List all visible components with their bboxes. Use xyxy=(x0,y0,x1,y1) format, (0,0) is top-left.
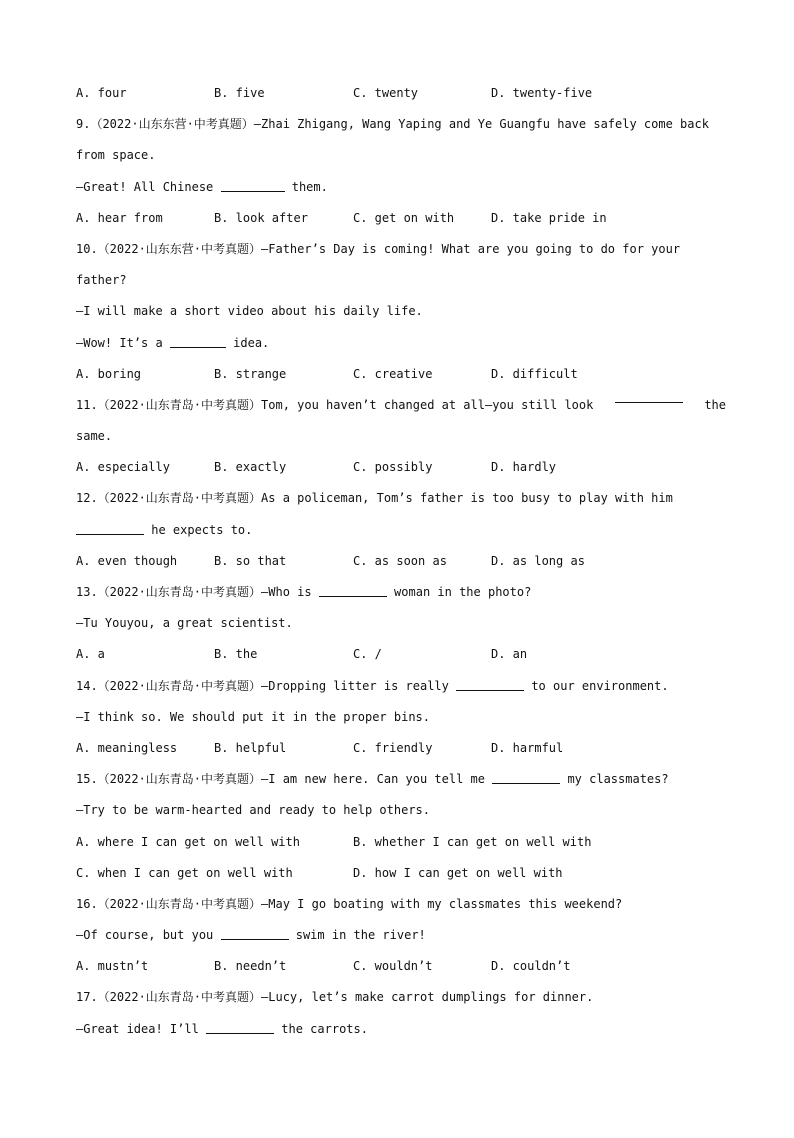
q13-stem-pre: 13.（2022·山东青岛·中考真题）—Who is xyxy=(76,585,319,599)
q12-stem-line1: 12.（2022·山东青岛·中考真题）As a policeman, Tom’s father is too busy to play with him xyxy=(76,491,673,506)
q14-option-c: C. friendly xyxy=(353,740,433,755)
q15-option-d: D. how I can get on well with xyxy=(353,865,563,880)
q15-dialogue: —Try to be warm-hearted and ready to help others. xyxy=(76,803,431,818)
q15-stem-pre: 15.（2022·山东青岛·中考真题）—I am new here. Can you tell me xyxy=(76,772,493,787)
answer-blank xyxy=(456,678,524,691)
q12-option-d: D. as long as xyxy=(491,553,585,568)
q13-stem xyxy=(76,577,726,608)
q14-option-b: B. helpful xyxy=(214,740,287,755)
q17-stem xyxy=(76,982,726,1013)
q11-stem xyxy=(76,390,726,421)
q12-option-c: C. as soon as xyxy=(353,553,447,568)
q9-stem-line1: 9.（2022·山东东营·中考真题）—Zhai Zhigang, Wang Yaping and Ye Guangfu have safely come back xyxy=(76,117,709,132)
q9-option-a: A. hear from xyxy=(76,210,163,225)
q17-stem-line1: 17.（2022·山东青岛·中考真题）—Lucy, let’s make carrot dumplings for dinner. xyxy=(76,990,594,1005)
q13-option-d: D. an xyxy=(491,647,528,662)
q9-option-c: C. get on with xyxy=(353,210,455,225)
q16-option-b: B. needn’t xyxy=(214,959,287,974)
answer-blank xyxy=(492,771,560,784)
q10-option-d: D. difficult xyxy=(491,366,578,381)
q9-option-d: D. take pride in xyxy=(491,210,607,225)
q10-stem-line1: 10.（2022·山东东营·中考真题）—Father’s Day is coming! What are you going to do for your xyxy=(76,241,681,256)
q13-option-b: B. the xyxy=(214,647,258,662)
q9-stem-cont xyxy=(76,140,726,171)
q15-stem xyxy=(76,764,726,795)
q16-reply-pre: —Of course, but you xyxy=(76,928,221,943)
q17-reply-post: the carrots. xyxy=(274,1021,368,1036)
q9-reply xyxy=(76,172,726,203)
q12-option-a: A. even though xyxy=(76,553,178,568)
q14-option-d: D. harmful xyxy=(491,740,564,755)
q11-option-a: A. especially xyxy=(76,460,170,475)
q15-line2 xyxy=(76,795,726,826)
q13-options xyxy=(76,639,726,670)
q8-option-a: A. four xyxy=(76,86,127,100)
q10-option-b: B. strange xyxy=(214,366,287,381)
q11-stem-cont xyxy=(76,421,726,452)
exam-page xyxy=(76,78,726,1045)
q8-option-d: D. twenty-five xyxy=(491,86,593,100)
q12-stem-post: he expects to. xyxy=(144,522,253,537)
q16-option-c: C. wouldn’t xyxy=(353,959,433,974)
q10-reply-post: idea. xyxy=(225,335,270,350)
answer-blank xyxy=(170,335,226,348)
q11-stem-post: the xyxy=(697,397,726,412)
q8-option-c: C. twenty xyxy=(353,86,419,100)
q15-options-ab xyxy=(76,827,726,858)
q16-options xyxy=(76,951,726,982)
q9-stem xyxy=(76,109,726,140)
q14-line2 xyxy=(76,702,726,733)
q13-stem-post: woman in the photo? xyxy=(386,585,532,599)
q10-reply xyxy=(76,328,726,359)
q14-stem-pre: 14.（2022·山东青岛·中考真题）—Dropping litter is really xyxy=(76,678,457,693)
q10-line2 xyxy=(76,296,726,327)
q15-option-b: B. whether I can get on well with xyxy=(353,834,592,849)
q10-stem xyxy=(76,234,726,265)
q16-reply xyxy=(76,920,726,951)
q9-stem-line2: from space. xyxy=(76,148,156,163)
q10-reply-pre: —Wow! It’s a xyxy=(76,335,170,350)
q16-option-a: A. mustn’t xyxy=(76,959,149,974)
q9-options xyxy=(76,203,726,234)
answer-blank xyxy=(206,1021,274,1034)
q15-option-c: C. when I can get on well with xyxy=(76,865,293,880)
q10-option-a: A. boring xyxy=(76,366,142,381)
q9-option-b: B. look after xyxy=(214,210,308,225)
q11-option-c: C. possibly xyxy=(353,460,433,475)
q10-option-c: C. creative xyxy=(353,366,433,381)
q16-stem xyxy=(76,889,726,920)
q12-option-b: B. so that xyxy=(214,553,287,568)
q14-stem-post: to our environment. xyxy=(524,678,669,693)
q9-reply-pre: —Great! All Chinese xyxy=(76,179,221,194)
q8-options xyxy=(76,78,726,109)
q13-option-a: A. a xyxy=(76,647,105,662)
q14-stem xyxy=(76,671,726,702)
answer-blank xyxy=(221,179,285,192)
q12-stem-cont xyxy=(76,515,726,546)
q14-options xyxy=(76,733,726,764)
q8-option-b: B. five xyxy=(214,86,265,100)
answer-blank xyxy=(319,584,387,597)
answer-blank xyxy=(76,522,144,535)
answer-blank xyxy=(221,927,289,940)
q10-stem-line2: father? xyxy=(76,273,127,288)
q15-stem-post: my classmates? xyxy=(560,772,669,787)
q14-option-a: A. meaningless xyxy=(76,740,178,755)
answer-blank xyxy=(615,390,683,403)
q17-reply xyxy=(76,1014,726,1045)
q15-options-cd xyxy=(76,858,726,889)
q11-stem-line2: same. xyxy=(76,429,113,444)
q11-option-b: B. exactly xyxy=(214,460,287,475)
q11-options xyxy=(76,452,726,483)
q11-stem-pre: 11.（2022·山东青岛·中考真题）Tom, you haven’t changed at all—you still look xyxy=(76,397,601,412)
q13-dialogue: —Tu Youyou, a great scientist. xyxy=(76,616,293,631)
q12-options xyxy=(76,546,726,577)
q10-dialogue: —I will make a short video about his daily life. xyxy=(76,304,423,319)
q9-reply-post: them. xyxy=(284,179,328,194)
q10-stem-cont xyxy=(76,265,726,296)
q16-option-d: D. couldn’t xyxy=(491,959,571,974)
q15-option-a: A. where I can get on well with xyxy=(76,834,300,849)
q12-stem xyxy=(76,483,726,514)
q16-stem-line1: 16.（2022·山东青岛·中考真题）—May I go boating with my classmates this weekend? xyxy=(76,896,623,911)
q13-line2 xyxy=(76,608,726,639)
q10-options xyxy=(76,359,726,390)
q14-dialogue: —I think so. We should put it in the proper bins. xyxy=(76,709,431,724)
q17-reply-pre: —Great idea! I’ll xyxy=(76,1021,207,1036)
q13-option-c: C. / xyxy=(353,647,382,662)
q11-option-d: D. hardly xyxy=(491,460,557,475)
q16-reply-post: swim in the river! xyxy=(288,928,426,943)
